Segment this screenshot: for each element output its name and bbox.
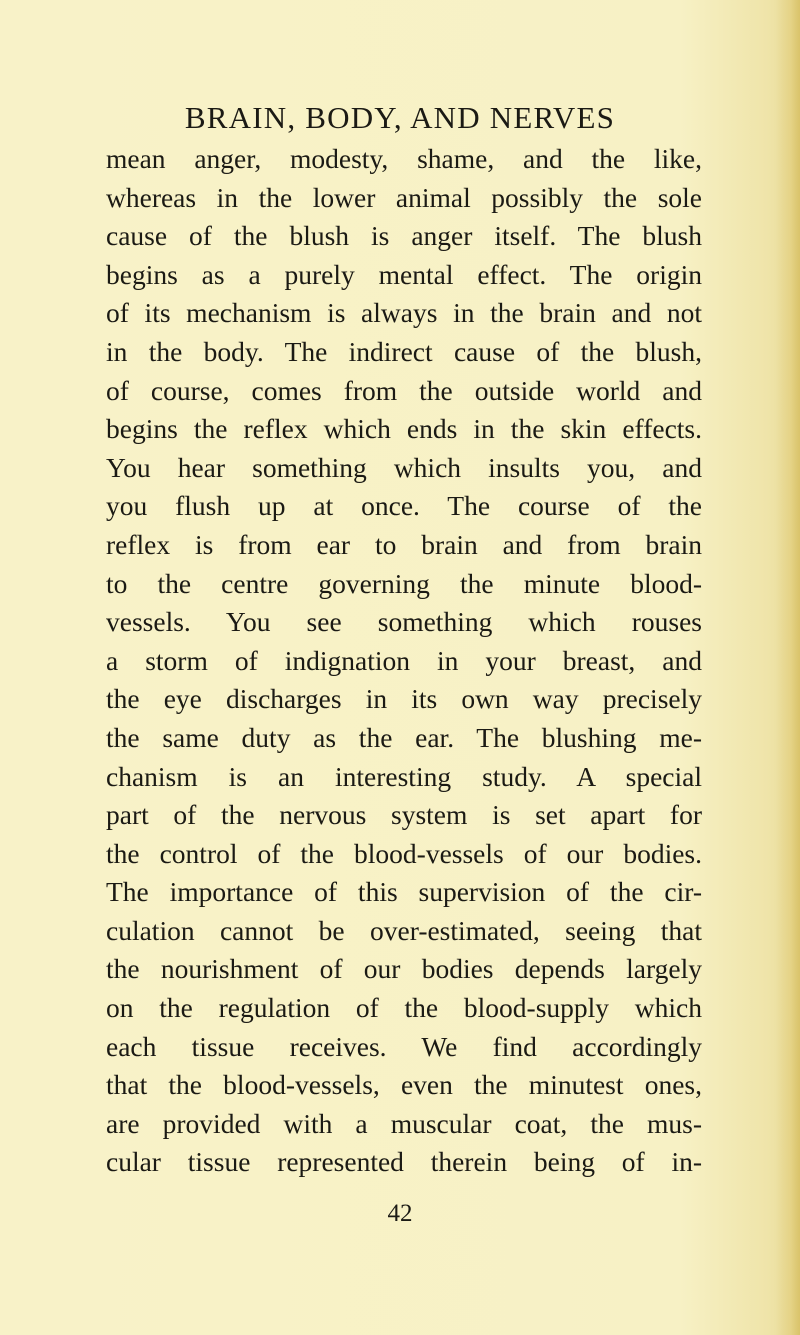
text-line: begins the reflex which ends in the skin effects. bbox=[106, 413, 702, 445]
text-line: mean anger, modesty, shame, and the like, bbox=[106, 143, 702, 174]
text-line: of its mechanism is always in the brain and not bbox=[106, 297, 702, 329]
text-line: in the body. The indirect cause of the blush, bbox=[106, 335, 702, 367]
text-line: each tissue receives. We find accordingly bbox=[106, 1030, 702, 1062]
text-line: culation cannot be over-estimated, seeing that bbox=[106, 914, 702, 946]
text-line: the nourishment of our bodies depends largely bbox=[106, 953, 702, 985]
text-line: cular tissue represented therein being of in- bbox=[106, 1146, 702, 1178]
text-line: on the regulation of the blood-supply which bbox=[106, 992, 702, 1024]
text-line: that the blood-vessels, even the minutest ones, bbox=[106, 1069, 702, 1101]
page-edge-shadow bbox=[776, 0, 800, 1335]
text-line: to the centre governing the minute blood- bbox=[106, 567, 702, 599]
text-line: the control of the blood-vessels of our bodies. bbox=[106, 837, 702, 869]
text-line: begins as a purely mental effect. The origin bbox=[106, 258, 702, 290]
text-line: chanism is an interesting study. A special bbox=[106, 760, 702, 792]
text-line: cause of the blush is anger itself. The blush bbox=[106, 220, 702, 252]
text-line: part of the nervous system is set apart for bbox=[106, 799, 702, 831]
running-head: BRAIN, BODY, AND NERVES bbox=[184, 100, 616, 135]
body-text bbox=[106, 140, 702, 1182]
text-line: reflex is from ear to brain and from brain bbox=[106, 528, 702, 560]
text-line: You hear something which insults you, and bbox=[106, 451, 702, 483]
text-line: The importance of this supervision of the cir- bbox=[106, 876, 702, 908]
text-line: a storm of indignation in your breast, and bbox=[106, 644, 702, 676]
page-number: 42 bbox=[387, 1200, 413, 1227]
text-line: whereas in the lower animal possibly the sole bbox=[106, 181, 702, 213]
text-line: are provided with a muscular coat, the mus- bbox=[106, 1107, 702, 1139]
text-line: of course, comes from the outside world and bbox=[106, 374, 702, 406]
text-line: the same duty as the ear. The blushing me- bbox=[106, 721, 702, 753]
text-line: vessels. You see something which rouses bbox=[106, 606, 702, 638]
text-line: you flush up at once. The course of the bbox=[106, 490, 702, 522]
text-line: the eye discharges in its own way precisely bbox=[106, 683, 702, 715]
